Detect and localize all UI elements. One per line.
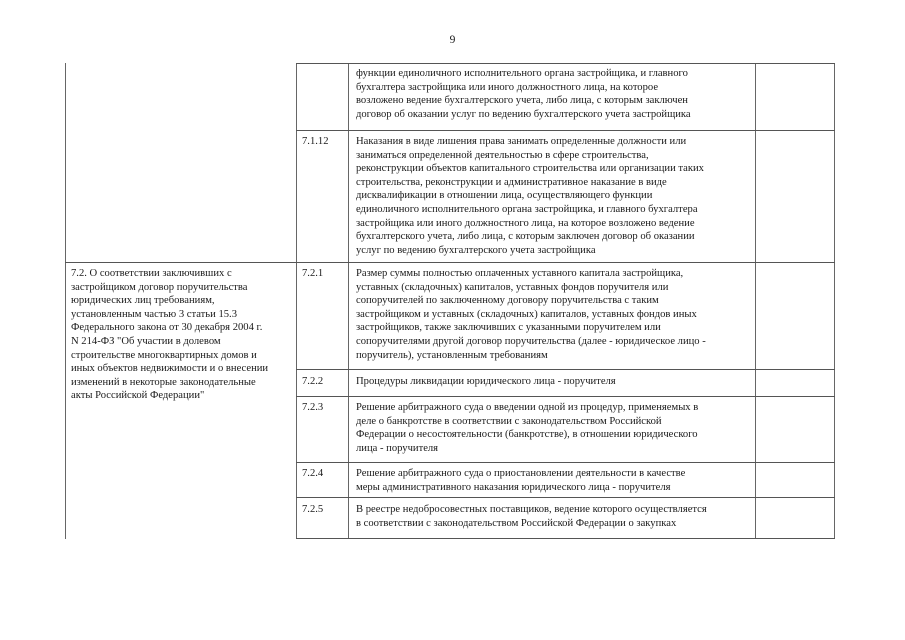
row-text: Наказания в виде лишения права занимать определенные должности или заниматься определенной деятельностью в сфере строительства, реконструкции объектов капитального строительства или организации таких строительства, реконструкции и административное наказание в виде дисквалификации в отношении лица, осуществляющего функции единоличного исполнительного органа застройщика, и главного бухгалтера застройщика или иного должностного лица, на которое возложено ведение бухгалтерского учета, либо лица, с которым заключен договор об оказании услуг по ведению бухгалтерского учета застройщика bbox=[356, 136, 704, 256]
row-text: Решение арбитражного суда о приостановлении деятельности в качестве меры административного наказания юридического лица - поручителя bbox=[356, 468, 686, 493]
row-divider bbox=[296, 462, 835, 463]
row-divider bbox=[296, 130, 835, 131]
page-number: 9 bbox=[449, 34, 456, 46]
row-text: Размер суммы полностью оплаченных уставного капитала застройщика, уставных (складочных) капиталов, уставных фондов поручителя или сопоручителей по заключенному договору поручительства с таким застройщиком и уставных (складочных) капиталов, уставных фондов иных застройщиков, также заключивших с указанными поручителем или сопоручителями другой договор поручительства (далее - юридическое лицо - поручитель), установленным требованиям bbox=[356, 268, 706, 361]
row-text: В реестре недобросовестных поставщиков, ведение которого осуществляется в соответствии с законодательством Российской Федерации о закупках bbox=[356, 504, 707, 529]
section-7-2-description: 7.2. О соответствии заключивших с застройщиком договор поручительства юридических лиц требованиям, установленным частью 3 статьи 15.3 Федерального закона от 30 декабря 2004 г. N 214-ФЗ "Об участии в долевом строительстве многоквартирных домов и иных объектов недвижимости и о внесении изменений в некоторые законодательные акты Российской Федерации" bbox=[71, 268, 269, 402]
table-border-right bbox=[834, 63, 835, 539]
row-divider bbox=[296, 396, 835, 397]
row-text: Процедуры ликвидации юридического лица - поручителя bbox=[356, 376, 616, 387]
row-text: функции единоличного исполнительного органа застройщика, и главного бухгалтера застройщика или иного должностного лица, на которое возложено ведение бухгалтерского учета, либо лица, с которым заключен договор об оказании услуг по ведению бухгалтерского учета застройщика bbox=[356, 68, 691, 120]
row-divider bbox=[65, 262, 835, 263]
table-border-left bbox=[65, 63, 66, 539]
row-number: 7.2.3 bbox=[302, 402, 324, 413]
row-divider bbox=[296, 63, 835, 64]
row-divider bbox=[296, 497, 835, 498]
column-divider bbox=[348, 63, 349, 539]
row-text: Решение арбитражного суда о введении одной из процедур, применяемых в деле о банкротстве в соответствии с законодательством Российской Федерации о несостоятельности (банкротстве), в отношении юридического лица - поручителя bbox=[356, 402, 699, 454]
row-number: 7.1.12 bbox=[302, 136, 329, 147]
row-divider bbox=[296, 369, 835, 370]
row-number: 7.2.1 bbox=[302, 268, 324, 279]
row-number: 7.2.5 bbox=[302, 504, 324, 515]
table-border-bottom bbox=[296, 538, 835, 539]
row-number: 7.2.4 bbox=[302, 468, 324, 479]
row-number: 7.2.2 bbox=[302, 376, 324, 387]
column-divider bbox=[296, 63, 297, 539]
